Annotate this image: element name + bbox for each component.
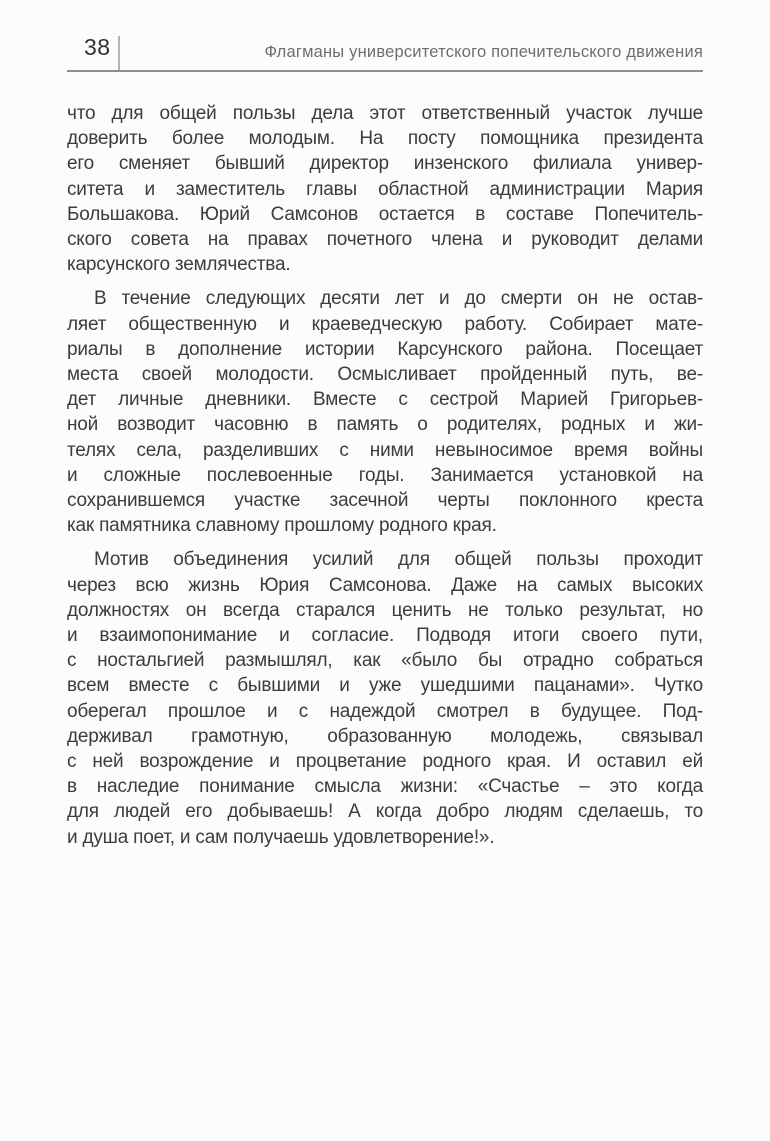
- text-line: как памятника славному прошлому родного края.: [67, 515, 497, 537]
- paragraph: [67, 547, 703, 849]
- text-line: сохранившемся участке засечной черты поклонного креста: [67, 490, 703, 512]
- text-line: и душа поет, и сам получаешь удовлетворение!».: [67, 826, 495, 848]
- text-line: Большакова. Юрий Самсонов остается в составе Попечитель-: [67, 203, 703, 225]
- text-line: ной возводит часовню в память о родителях, родных и жи-: [67, 414, 703, 436]
- text-line: для людей его добываешь! А когда добро людям сделаешь, то: [67, 801, 703, 823]
- paragraph: [67, 101, 703, 277]
- text-line: и взаимопонимание и согласие. Подводя итоги своего пути,: [67, 625, 703, 647]
- paragraph: [67, 286, 703, 538]
- page-number: 38: [84, 34, 111, 60]
- text-line: в наследие понимание смысла жизни: «Счастье – это когда: [67, 776, 703, 798]
- text-line: всем вместе с бывшими и уже ушедшими пацанами». Чутко: [67, 675, 703, 697]
- text-line: ситета и заместитель главы областной администрации Мария: [67, 178, 703, 200]
- text-line: должностях он всегда старался ценить не только результат, но: [67, 599, 703, 621]
- text-line: В течение следующих десяти лет и до смерти он не остав-: [94, 288, 703, 310]
- text-line: доверить более молодым. На посту помощника президента: [67, 128, 703, 150]
- text-line: Мотив объединения усилий для общей пользы проходит: [94, 549, 703, 571]
- text-line: риалы в дополнение истории Карсунского района. Посещает: [67, 338, 703, 360]
- header-rule: [67, 70, 703, 72]
- page-header: [0, 0, 770, 72]
- text-line: ского совета на правах почетного члена и руководит делами: [67, 229, 703, 251]
- header-vertical-divider: [118, 36, 120, 70]
- text-line: места своей молодости. Осмысливает пройденный путь, ве-: [67, 364, 703, 386]
- text-line: телях села, разделивших с ними невыносимое время войны: [67, 439, 703, 461]
- text-line: и сложные послевоенные годы. Занимается установкой на: [67, 464, 703, 486]
- page-body: [67, 101, 703, 850]
- text-line: с ностальгией размышлял, как «было бы отрадно собраться: [67, 650, 703, 672]
- text-line: его сменяет бывший директор инзенского филиала универ-: [67, 153, 703, 175]
- text-line: оберегал прошлое и с надеждой смотрел в будущее. Под-: [67, 700, 703, 722]
- text-line: ляет общественную и краеведческую работу. Собирает мате-: [67, 313, 703, 335]
- running-head: Флагманы университетского попечительского движения: [264, 43, 703, 61]
- text-line: дет личные дневники. Вместе с сестрой Марией Григорьев-: [67, 389, 703, 411]
- text-line: карсунского землячества.: [67, 254, 291, 276]
- text-line: с ней возрождение и процветание родного края. И оставил ей: [67, 751, 703, 773]
- text-line: что для общей пользы дела этот ответственный участок лучше: [67, 103, 703, 124]
- text-line: держивал грамотную, образованную молодежь, связывал: [67, 725, 703, 747]
- text-line: через всю жизнь Юрия Самсонова. Даже на самых высоких: [67, 574, 703, 596]
